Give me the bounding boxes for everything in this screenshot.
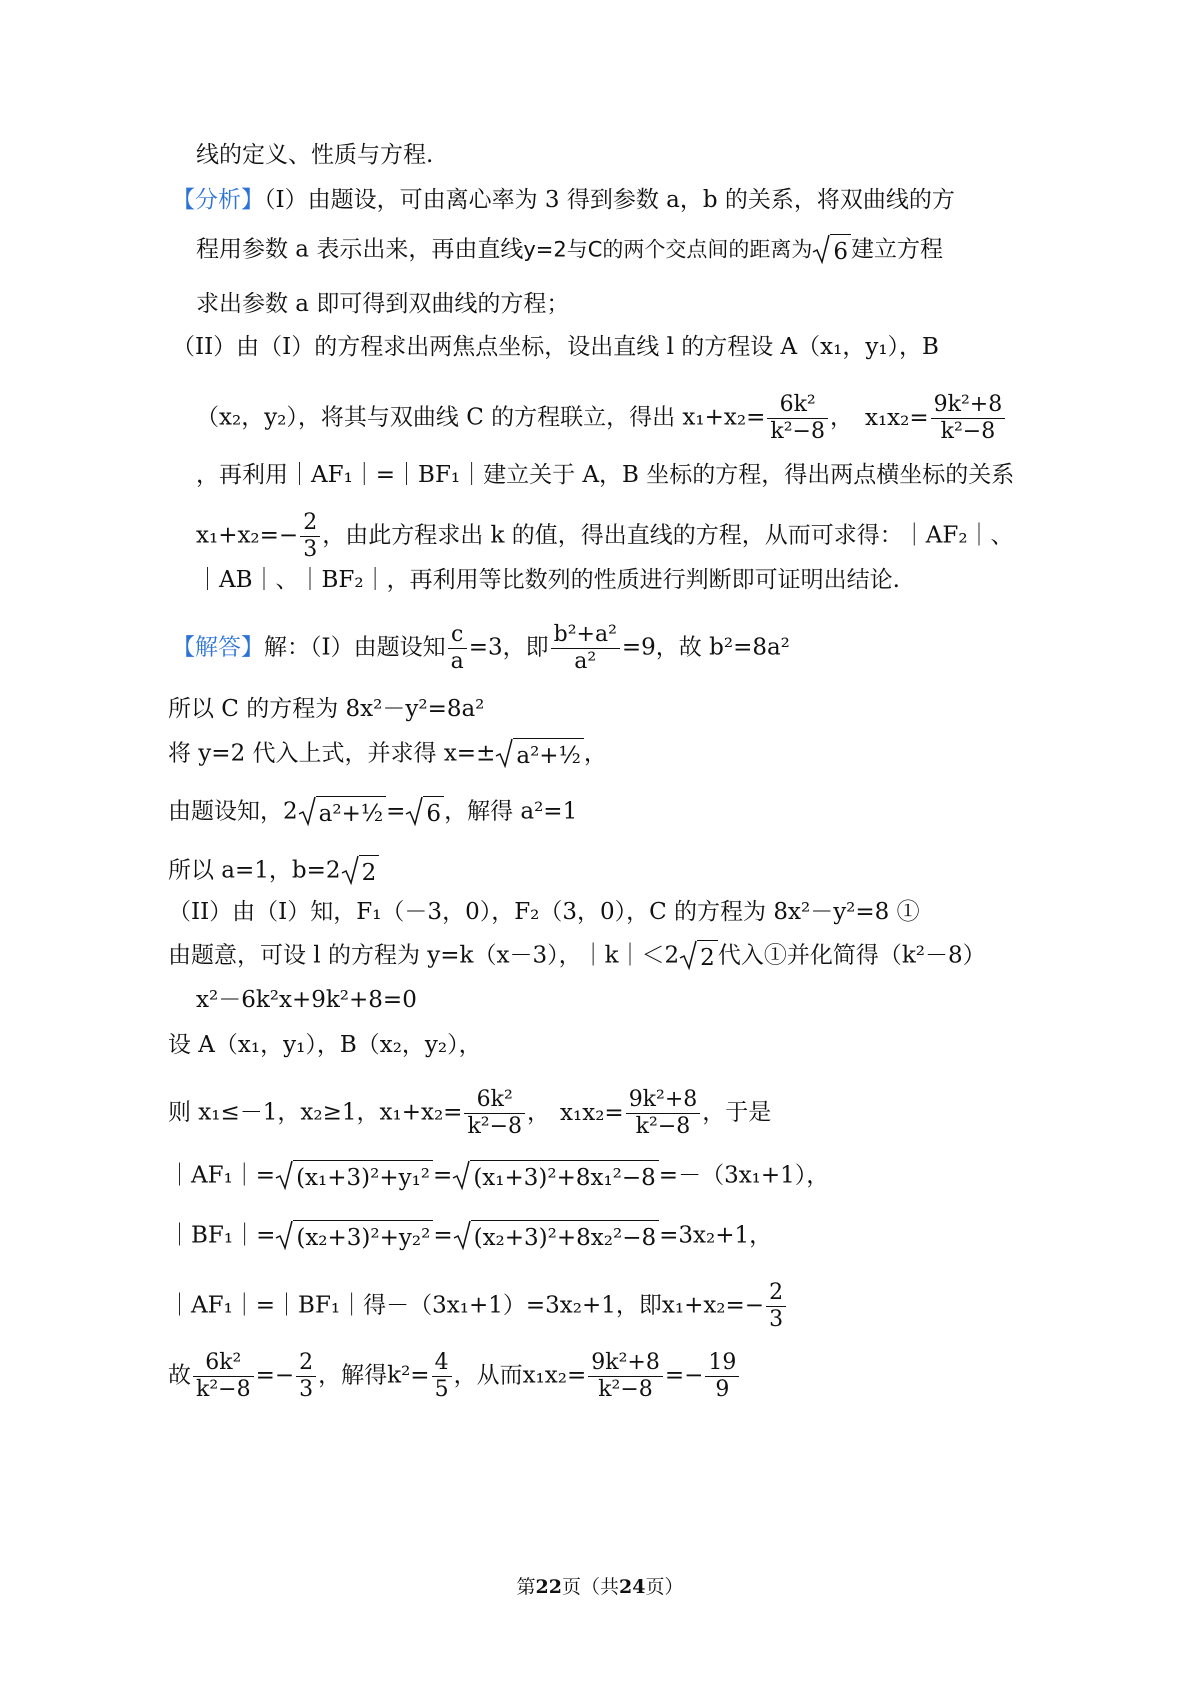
- text-line: 线的定义、性质与方程.: [196, 142, 434, 168]
- numerator: 6k²: [767, 392, 828, 419]
- sqrt-expression: [298, 796, 387, 829]
- text-span: 将 y=2 代入上式，并求得 x=±: [168, 740, 496, 767]
- text-span: ｜AF₁｜=: [168, 1162, 276, 1189]
- text-line: 求出参数 a 即可得到双曲线的方程；: [196, 291, 570, 317]
- sqrt-expression: [275, 1160, 433, 1193]
- text-line: ｜AF₁｜= (x₁+3)²+y₁² = (x₁+3)²+8x₁²−8 =－（3x₁+1），: [168, 1160, 829, 1193]
- text-span: ，于是: [702, 1099, 772, 1126]
- text-span: ，由此方程求出 k 的值，得出直线的方程，从而可求得：｜AF₂｜、: [322, 522, 1014, 549]
- analysis-paragraph: [172, 185, 955, 215]
- fraction: [931, 392, 1006, 445]
- denominator: 3: [299, 1377, 314, 1402]
- fraction: [588, 1350, 663, 1403]
- text-line: 将 y=2 代入上式，并求得 x=± a²+½ ，: [168, 738, 607, 771]
- denominator: k²−8: [770, 419, 825, 444]
- numerator: c: [448, 622, 467, 649]
- text-span: =3，即: [468, 634, 549, 661]
- sqrt-expression: [453, 1220, 659, 1253]
- page-footer: [0, 1572, 1200, 1599]
- text-line: （I）由题设，可由离心率为 3 得到参数 a，b 的关系，将双曲线的方: [264, 187, 955, 213]
- denominator: a: [450, 649, 464, 674]
- text-line: [168, 1280, 788, 1333]
- radicand: 6: [423, 796, 444, 829]
- text-span: 程用参数 a 表示出来，再由直线: [196, 236, 524, 263]
- footer-text: 页）: [645, 1576, 684, 1598]
- fraction: [626, 1087, 701, 1140]
- sqrt-two: [679, 940, 718, 973]
- text-span: ，解得: [318, 1362, 388, 1389]
- fraction: [448, 622, 467, 675]
- radicand: (x₁+3)²+8x₁²−8: [470, 1160, 658, 1193]
- radicand: a²+½: [513, 738, 584, 771]
- fraction: [766, 1280, 786, 1333]
- page-number: 22: [535, 1576, 562, 1598]
- numerator: 6k²: [464, 1087, 525, 1114]
- answer-tag: 【解答】: [172, 634, 264, 661]
- text-line: [168, 1350, 741, 1403]
- numerator: 9k²+8: [626, 1087, 701, 1114]
- text-line: 所以 C 的方程为 8x²－y²=8a²: [168, 696, 485, 722]
- text-line: ，再利用｜AF₁｜=｜BF₁｜建立关于 A，B 坐标的方程，得出两点横坐标的关系: [196, 462, 1015, 488]
- text-span: x₁x₂=: [560, 1099, 624, 1126]
- text-span: x₁+x₂=−: [661, 1292, 765, 1319]
- fraction: [193, 1350, 254, 1403]
- fraction: [432, 1350, 452, 1403]
- answer-paragraph: [172, 622, 790, 675]
- denominator: 9: [715, 1377, 730, 1402]
- text-line: [168, 940, 986, 973]
- sqrt-two: [341, 855, 380, 888]
- text-span: x₁x₂=: [864, 404, 929, 431]
- fraction: [300, 510, 320, 563]
- footer-text: 第: [516, 1576, 536, 1598]
- numerator: 9k²+8: [931, 392, 1006, 419]
- text-span: ，从而: [453, 1362, 523, 1389]
- denominator: k²−8: [940, 419, 996, 444]
- sqrt-six: [405, 796, 444, 829]
- text-span: ｜BF₁｜=: [168, 1222, 276, 1249]
- numerator: 19: [705, 1350, 739, 1377]
- radicand: 2: [359, 855, 380, 888]
- numerator: 2: [766, 1280, 786, 1307]
- denominator: k²−8: [196, 1377, 251, 1402]
- text-line: [196, 510, 1014, 563]
- fraction: [296, 1350, 316, 1403]
- denominator: 3: [303, 537, 318, 562]
- text-line: 则 x₁≤－1，x₂≥1，x₁+x₂= $\frac{\text{6k²}}{\text{k²−8}}$ ， x₁x₂= $\frac{\text{9k²+8}}{\text{k²−8}}$ ，于是: [168, 1087, 772, 1139]
- denominator: k²−8: [635, 1114, 691, 1139]
- sqrt-six: [812, 234, 851, 267]
- text-line: 设 A（x₁，y₁），B（x₂，y₂），: [168, 1032, 482, 1058]
- text-line: （II）由（I）知，F₁（－3，0），F₂（3，0），C 的方程为 8x²－y²=8 ①: [168, 899, 920, 925]
- analysis-tag: 【分析】: [172, 187, 264, 213]
- radicand: (x₁+3)²+y₁²: [293, 1160, 433, 1193]
- sqrt-expression: [275, 1220, 433, 1253]
- fraction: [767, 392, 828, 445]
- radicand: 2: [697, 940, 718, 973]
- text-span: 所以 a=1，b=2: [168, 857, 341, 884]
- text-span: =3x₂+1，: [659, 1222, 773, 1249]
- sqrt-expression: [495, 738, 584, 771]
- denominator: a²: [574, 649, 597, 674]
- text-span: =9，故 b²=8a²: [621, 634, 790, 661]
- radicand: a²+½: [316, 796, 387, 829]
- denominator: k²−8: [467, 1114, 523, 1139]
- text-span: y=2与C的两个交点间的距离为: [523, 237, 813, 262]
- text-span: ，解得 a²=1: [444, 798, 578, 825]
- radicand: (x₂+3)²+8x₂²−8: [471, 1220, 659, 1253]
- numerator: 6k²: [193, 1350, 254, 1377]
- text-span: 由题设知，2: [168, 798, 298, 825]
- denominator: 5: [434, 1377, 449, 1402]
- fraction: [551, 622, 620, 675]
- numerator: b²+a²: [551, 622, 620, 649]
- footer-text: 页（共: [561, 1576, 619, 1598]
- text-span: 代入①并化简得（k²－8）: [717, 942, 986, 969]
- text-span: x₁x₂=: [522, 1362, 587, 1389]
- text-line: [168, 855, 379, 888]
- text-line: 由题设知，2 a²+½ = 6 ，解得 a²=1: [168, 796, 577, 829]
- radicand: (x₂+3)²+y₂²: [293, 1220, 433, 1253]
- numerator: 2: [300, 510, 320, 537]
- denominator: 3: [769, 1307, 784, 1332]
- text-span: 解：（I）由题设知: [264, 634, 446, 661]
- sqrt-expression: [452, 1160, 658, 1193]
- numerator: 9k²+8: [588, 1350, 663, 1377]
- text-span: =−: [664, 1362, 704, 1389]
- text-line: （x₂，y₂），将其与双曲线 C 的方程联立，得出 x₁+x₂= $\frac{\text{6k²}}{\text{k²−8}}$ ， x₁x₂= $\frac{\text{9k²+8}}{\text{k²−8}}$: [196, 392, 1007, 445]
- text-line: ｜AB｜、｜BF₂｜，再利用等比数列的性质进行判断即可证明出结论.: [196, 567, 900, 593]
- text-line: x²－6k²x+9k²+8=0: [196, 987, 417, 1013]
- total-pages: 24: [619, 1576, 646, 1598]
- text-span: ｜AF₁｜=｜BF₁｜得－（3x₁+1）=3x₂+1，即: [168, 1292, 662, 1319]
- fraction: [464, 1087, 525, 1140]
- text-span: =−: [255, 1362, 295, 1389]
- text-span: =－（3x₁+1），: [658, 1162, 830, 1189]
- text-span: 则 x₁≤－1，x₂≥1，x₁+x₂=: [168, 1099, 463, 1126]
- denominator: k²−8: [598, 1377, 653, 1402]
- radicand: 6: [830, 234, 851, 267]
- numerator: 2: [296, 1350, 316, 1377]
- numerator: 4: [432, 1350, 452, 1377]
- text-span: （x₂，y₂），将其与双曲线 C 的方程联立，得出 x₁+x₂=: [196, 404, 766, 431]
- text-line: [196, 234, 943, 267]
- text-span: 建立方程: [851, 236, 944, 263]
- text-line: （II）由（I）的方程求出两焦点坐标，设出直线 l 的方程设 A（x₁，y₁），B: [172, 334, 939, 360]
- fraction: [705, 1350, 739, 1403]
- text-span: x₁+x₂=−: [196, 522, 299, 549]
- text-span: 由题意，可设 l 的方程为 y=k（x－3），｜k｜＜2: [168, 942, 680, 969]
- text-span: 故: [168, 1362, 191, 1389]
- text-span: k²=: [387, 1362, 430, 1389]
- text-line: ｜BF₁｜= (x₂+3)²+y₂² = (x₂+3)²+8x₂²−8 =3x₂+1，: [168, 1220, 772, 1253]
